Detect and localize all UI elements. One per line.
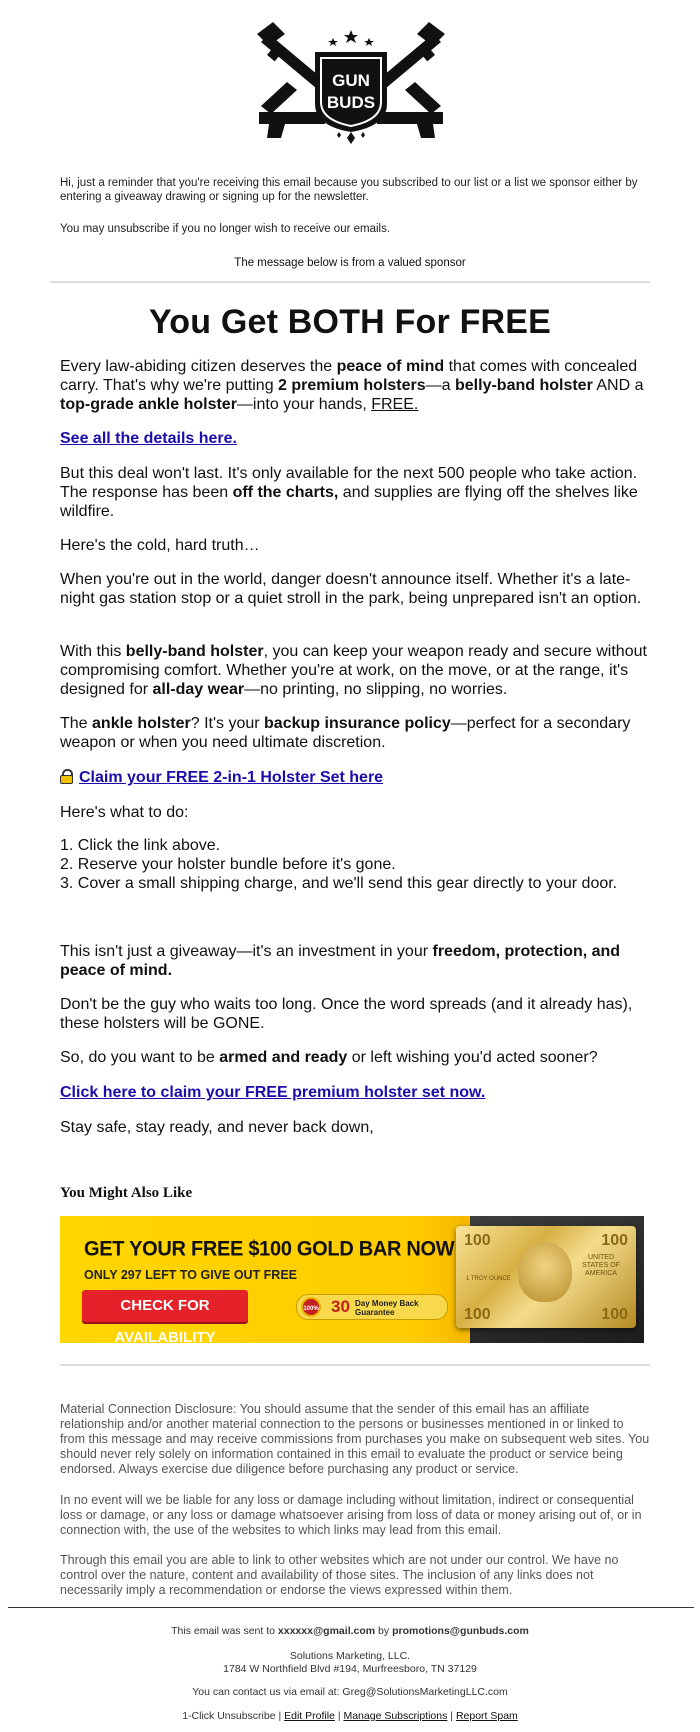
sponsor-note: The message below is from a valued sponsor [234, 257, 466, 269]
seal-icon: 100% [301, 1297, 321, 1317]
divider [8, 1607, 694, 1608]
company-name: Solutions Marketing, LLC. [289, 1650, 411, 1662]
manage-subscriptions-link[interactable]: Manage Subscriptions [343, 1710, 448, 1722]
paragraph-truth: Here's the cold, hard truth… [60, 537, 260, 554]
ad-subtitle: ONLY 297 LEFT TO GIVE OUT FREE [84, 1268, 298, 1282]
subscription-reminder: Hi, just a reminder that you're receiving this email because you subscribed to our list or a list we sponsor either by entering a giveaway drawing or signing up for the newsletter. [60, 177, 638, 203]
list-item: 2. Reserve your holster bundle before it's gone. [60, 856, 396, 873]
paragraph-what-to-do: Here's what to do: [60, 804, 189, 821]
ad-title: GET YOUR FREE $100 GOLD BAR NOW [84, 1237, 455, 1261]
check-availability-button[interactable]: CHECK FOR AVAILABILITY [82, 1290, 248, 1322]
paragraph-belly-band: With this belly-band holster, you can keep your weapon ready and secure without compromising comfort. Whether you're at work, on the move, or at the range, it's designed for all-day wear—no printing, no slipping, no worries. [60, 643, 647, 698]
steps-list [60, 836, 650, 893]
report-spam-link[interactable]: Report Spam [455, 1710, 518, 1722]
one-click-unsubscribe-link[interactable]: 1-Click Unsubscribe [182, 1710, 276, 1722]
signoff: Stay safe, stay ready, and never back down, [60, 1119, 374, 1136]
disclosure-liability: In no event will we be liable for any loss or damage including without limitation, indirect or consequential loss or damage, or any loss or damage whatsoever arising from loss of data or money arising out of, or in connection with, the use of the websites to which links may lead from this email. [60, 1493, 642, 1537]
gold-bar-ad-banner[interactable] [60, 1216, 644, 1343]
sent-to-line: This email was sent to xxxxxx@gmail.com by promotions@gunbuds.com [171, 1625, 529, 1637]
company-address: 1784 W Northfield Blvd #194, Murfreesboro, TN 37129 [223, 1663, 477, 1675]
paragraph-deal: But this deal won't last. It's only available for the next 500 people who take action. The response has been off the charts, and supplies are flying off the shelves like wildfire. [60, 465, 638, 520]
paragraph-ankle: The ankle holster? It's your backup insurance policy—perfect for a secondary weapon or when you need ultimate discretion. [60, 715, 631, 751]
gunbuds-logo[interactable] [255, 20, 447, 152]
paragraph-question: So, do you want to be armed and ready or left wishing you'd acted sooner? [60, 1049, 598, 1066]
paragraph-urgency: Don't be the guy who waits too long. Once the word spreads (and it already has), these holsters will be GONE. [60, 996, 633, 1032]
logo-text-buds: BUDS [326, 93, 376, 112]
you-might-also-like-heading: You Might Also Like [60, 1185, 193, 1201]
guarantee-badge: 100% 30 Day Money Back Guarantee [296, 1294, 448, 1320]
logo-text-gun: GUN [332, 71, 370, 90]
claim-now-link[interactable]: Click here to claim your FREE premium holster set now. [60, 1084, 486, 1101]
crossed-guns-icon [255, 20, 447, 152]
portrait-icon [518, 1242, 572, 1302]
list-item: 1. Click the link above. [60, 837, 221, 854]
paragraph-intro: Every law-abiding citizen deserves the peace of mind that comes with concealed carry. That's why we're putting 2 premium holsters—a belly-band holster AND a top-grade ankle holster—into your hands, FREE. [60, 358, 644, 413]
gold-bar-image: 100 100 100 100 UNITED STATES OF AMERICA 1 TROY OUNCE [456, 1226, 636, 1328]
lock-icon [60, 769, 73, 784]
see-details-link[interactable]: See all the details here. [60, 430, 237, 447]
claim-holster-link[interactable]: Claim your FREE 2-in-1 Holster Set here [79, 769, 384, 786]
footer-links: 1-Click Unsubscribe | Edit Profile | Manage Subscriptions | Report Spam [182, 1710, 518, 1722]
list-item: 3. Cover a small shipping charge, and we'll send this gear directly to your door. [60, 875, 618, 892]
unsubscribe-note: You may unsubscribe if you no longer wish to receive our emails. [60, 223, 391, 235]
paragraph-danger: When you're out in the world, danger doesn't announce itself. Whether it's a late-night gas station stop or a quiet stroll in the park, being unprepared isn't an option. [60, 571, 642, 607]
edit-profile-link[interactable]: Edit Profile [284, 1710, 335, 1722]
contact-line: You can contact us via email at: Greg@SolutionsMarketingLLC.com [192, 1686, 508, 1698]
divider [60, 1364, 650, 1366]
divider [50, 281, 650, 283]
headline: You Get BOTH For FREE [148, 303, 552, 341]
disclosure-external-links: Through this email you are able to link to other websites which are not under our control. We have no control over the nature, content and availability of those sites. The inclusion of any links does not necessarily imply a recommendation or endorse the views expressed within them. [60, 1553, 619, 1597]
paragraph-investment: This isn't just a giveaway—it's an investment in your freedom, protection, and peace of mind. [60, 943, 621, 979]
disclosure-material-connection: Material Connection Disclosure: You should assume that the sender of this email has an affiliate relationship and/or another material connection to the persons or businesses mentioned in or linked to from this message and may receive commissions from purchases you make on subsequent web sites. You should never rely solely on information contained in this email to evaluate the product or service being endorsed. Always exercise due diligence before purchasing any product or service. [60, 1402, 650, 1476]
